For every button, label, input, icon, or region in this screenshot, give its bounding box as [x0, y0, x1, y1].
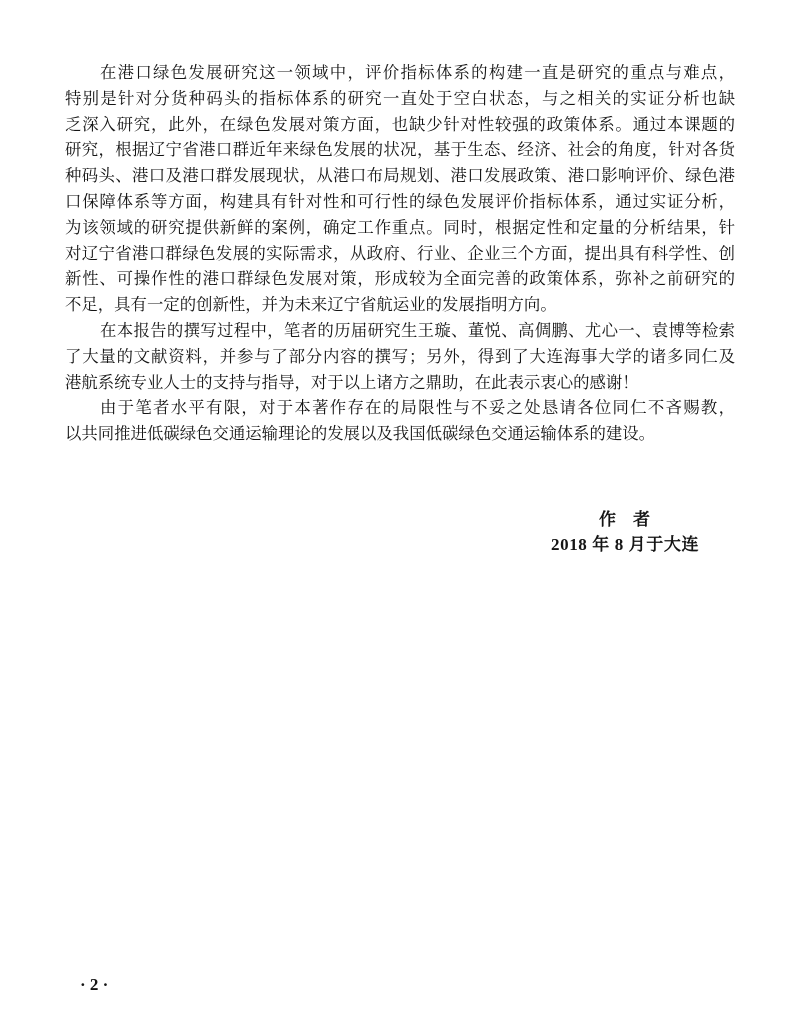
signature-date: 2018 年 8 月于大连: [551, 535, 700, 554]
text-line: 了大量的文献资料，并参与了部分内容的撰写；另外，得到了大连海事大学的诸多同仁及: [65, 346, 735, 366]
text-line: 在港口绿色发展研究这一领域中，评价指标体系的构建一直是研究的重点与难点，: [100, 63, 735, 82]
text-line: 在本报告的撰写过程中，笔者的历届研究生王璇、董悦、高倜鹏、尤心一、袁博等检索: [100, 320, 735, 340]
text-line: 乏深入研究，此外，在绿色发展对策方面，也缺少针对性较强的政策体系。通过本课题的: [65, 114, 735, 134]
text-line: 港航系统专业人士的支持与指导，对于以上诸方之鼎助，在此表示衷心的感谢！: [65, 372, 639, 392]
text-line: 口保障体系等方面，构建具有针对性和可行性的绿色发展评价指标体系，通过实证分析，: [65, 191, 735, 211]
text-line: 研究，根据辽宁省港口群近年来绿色发展的状况，基于生态、经济、社会的角度，针对各货: [65, 140, 735, 160]
text-line: 为该领域的研究提供新鲜的案例，确定工作重点。同时，根据定性和定量的分析结果，针: [65, 217, 735, 237]
text-line: 特别是针对分货种码头的指标体系的研究一直处于空白状态，与之相关的实证分析也缺: [65, 88, 735, 108]
body-paragraph-3: [65, 395, 735, 447]
text-line: 以共同推进低碳绿色交通运输理论的发展以及我国低碳绿色交通运输体系的建设。: [65, 424, 656, 444]
body-paragraph-2: [65, 318, 735, 395]
text-line: 由于笔者水平有限，对于本著作存在的局限性与不妥之处恳请各位同仁不吝赐教，: [100, 398, 735, 418]
text-line: 不足，具有一定的创新性，并为未来辽宁省航运业的发展指明方向。: [65, 295, 557, 315]
text-line: 种码头、港口及港口群发展现状，从港口布局规划、港口发展政策、港口影响评价、绿色港: [65, 166, 735, 186]
body-paragraph-1: [65, 60, 735, 318]
text-line: 新性、可操作性的港口群绿色发展对策，形成较为全面完善的政策体系，弥补之前研究的: [65, 269, 735, 289]
author-signature: 作 者: [599, 510, 650, 529]
body-text: [65, 60, 735, 447]
page-number: · 2 ·: [80, 975, 109, 994]
text-line: 对辽宁省港口群绿色发展的实际需求，从政府、行业、企业三个方面，提出具有科学性、创: [65, 243, 735, 263]
